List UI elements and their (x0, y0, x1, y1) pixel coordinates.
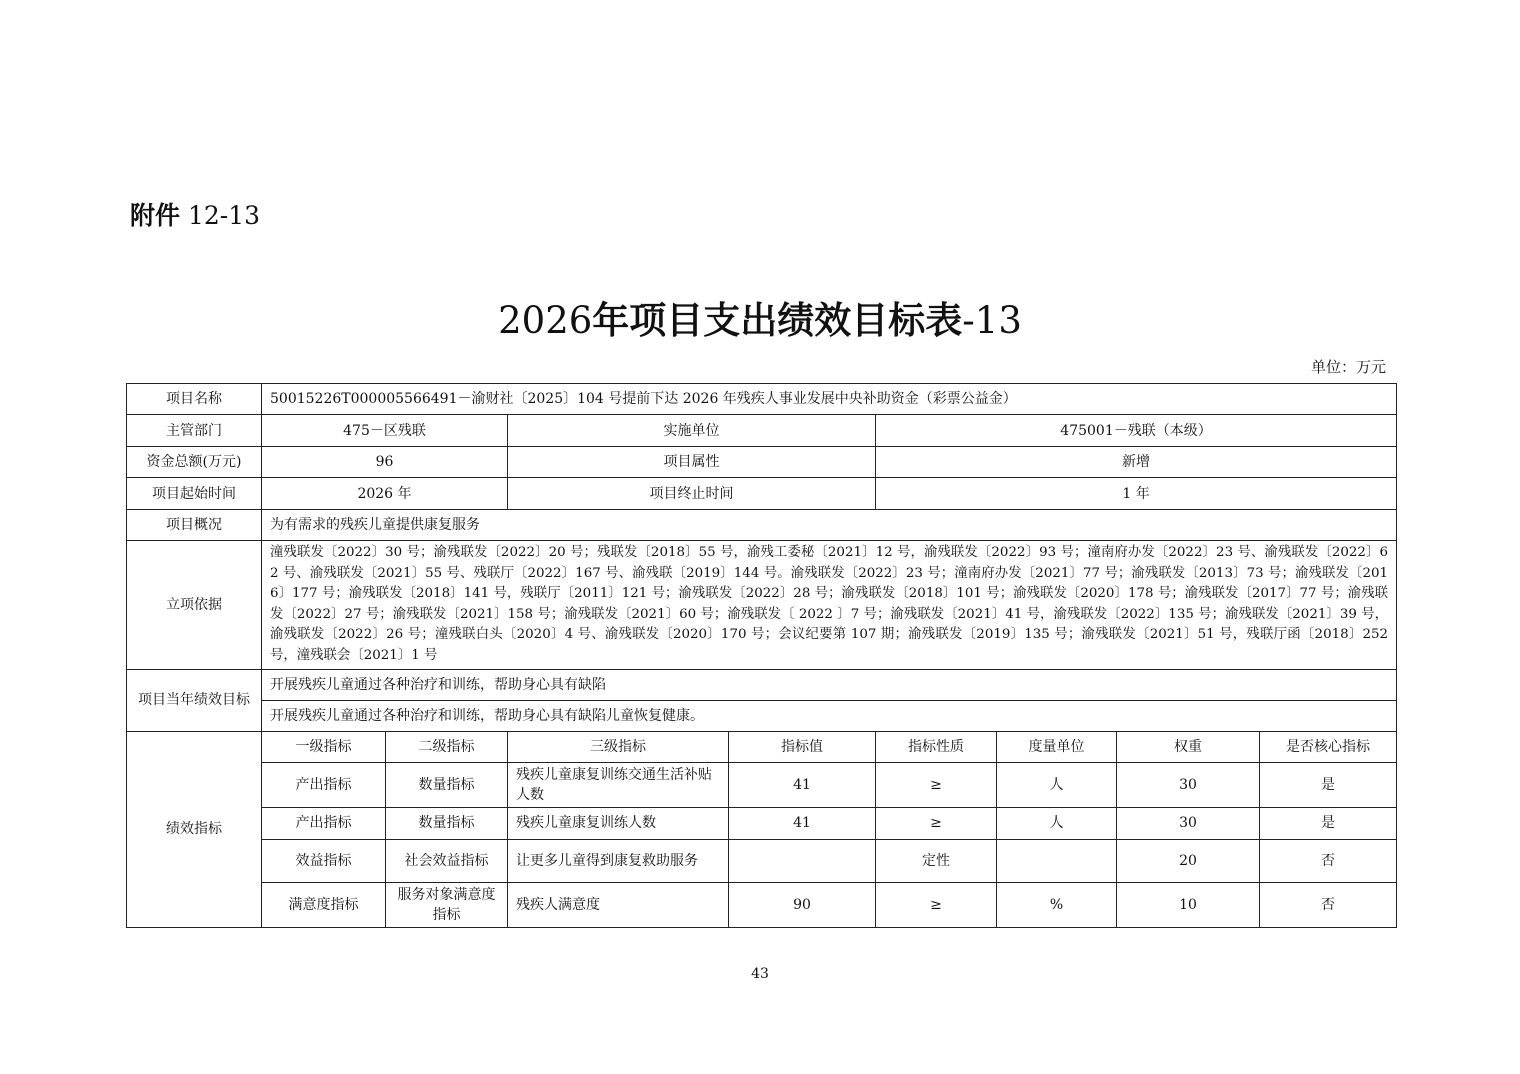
level2-cell: 服务对象满意度指标 (386, 882, 508, 927)
start-time-value: 2026 年 (262, 478, 508, 510)
row-time (127, 478, 1397, 510)
basis-value: 潼残联发〔2022〕30 号；渝残联发〔2022〕20 号；残联发〔2018〕55 号，渝残工委秘〔2021〕12 号，渝残联发〔2022〕93 号；潼南府办发〔2022〕23 号、渝残联发〔2022〕62 号、渝残联发〔2021〕55 号、残联厅〔2022〕167 号、渝残联〔2019〕144 号。渝残联发〔2022〕23 号；潼南府办发〔2021〕77 号；渝残联发〔2013〕73 号；渝残联发〔2016〕177 号；渝残联发〔2018〕141 号，残联厅〔2011〕121 号；渝残联发〔2022〕28 号；渝残联发〔2018〕101 号；渝残联发〔2020〕178 号；渝残联发〔2017〕77 号；渝残联发〔2022〕27 号；渝残联发〔2021〕158 号；渝残联发〔2021〕60 号；渝残联发〔 2022 〕7 号；渝残联发〔2021〕41 号，渝残联发〔2022〕135 号；渝残联发〔2021〕39 号，渝残联发〔2022〕26 号；潼残联白头〔2020〕4 号、渝残联发〔2020〕170 号；会议纪要第 107 期；渝残联发〔2019〕135 号；渝残联发〔2021〕51 号，残联厅函〔2018〕252 号，潼残联会〔2021〕1 号 (262, 541, 1397, 670)
performance-target-table (126, 383, 1397, 928)
header-level3: 三级指标 (508, 731, 729, 762)
level3-cell: 残疾儿童康复训练交通生活补贴人数 (508, 762, 729, 807)
header-level1: 一级指标 (262, 731, 386, 762)
unit-label: 单位：万元 (1310, 358, 1386, 376)
level1-cell: 产出指标 (262, 807, 386, 839)
header-nature: 指标性质 (876, 731, 997, 762)
table-row (127, 762, 1397, 807)
unit-cell: 人 (997, 762, 1117, 807)
nature-cell: 定性 (876, 839, 997, 882)
unit-cell: 人 (997, 807, 1117, 839)
core-cell: 否 (1260, 882, 1397, 927)
table-row (127, 882, 1397, 927)
end-time-value: 1 年 (876, 478, 1397, 510)
project-attribute-value: 新增 (876, 447, 1397, 478)
header-level2: 二级指标 (386, 731, 508, 762)
level2-cell: 数量指标 (386, 762, 508, 807)
unit-cell: % (997, 882, 1117, 927)
table-row (127, 807, 1397, 839)
level1-cell: 效益指标 (262, 839, 386, 882)
level1-cell: 满意度指标 (262, 882, 386, 927)
project-attribute-label: 项目属性 (508, 447, 876, 478)
overview-label: 项目概况 (127, 510, 262, 541)
row-department (127, 415, 1397, 447)
unit-cell (997, 839, 1117, 882)
nature-cell: ≥ (876, 882, 997, 927)
indicator-header-row (127, 731, 1397, 762)
table-row (127, 839, 1397, 882)
indicators-section-label: 绩效指标 (127, 731, 262, 927)
page-title (0, 296, 1520, 346)
row-project-name (127, 384, 1397, 415)
value-cell: 41 (729, 762, 876, 807)
annual-goal-value-1: 开展残疾儿童通过各种治疗和训练，帮助身心具有缺陷 (262, 669, 1397, 700)
title-year: 2026 (498, 299, 593, 342)
header-core: 是否核心指标 (1260, 731, 1397, 762)
level3-cell: 残疾人满意度 (508, 882, 729, 927)
level3-cell: 残疾儿童康复训练人数 (508, 807, 729, 839)
level2-cell: 数量指标 (386, 807, 508, 839)
total-fund-value: 96 (262, 447, 508, 478)
total-fund-label: 资金总额(万元) (127, 447, 262, 478)
page-number: 43 (751, 966, 769, 982)
core-cell: 是 (1260, 762, 1397, 807)
level3-cell: 让更多儿童得到康复救助服务 (508, 839, 729, 882)
nature-cell: ≥ (876, 762, 997, 807)
implementing-unit-label: 实施单位 (508, 415, 876, 447)
level2-cell: 社会效益指标 (386, 839, 508, 882)
department-label: 主管部门 (127, 415, 262, 447)
annual-goal-value-2: 开展残疾儿童通过各种治疗和训练，帮助身心具有缺陷儿童恢复健康。 (262, 700, 1397, 731)
row-goal-2 (127, 700, 1397, 731)
overview-value: 为有需求的残疾儿童提供康复服务 (262, 510, 1397, 541)
core-cell: 是 (1260, 807, 1397, 839)
header-value: 指标值 (729, 731, 876, 762)
row-goal-1 (127, 669, 1397, 700)
value-cell: 41 (729, 807, 876, 839)
row-overview (127, 510, 1397, 541)
core-cell: 否 (1260, 839, 1397, 882)
weight-cell: 10 (1117, 882, 1260, 927)
row-funding (127, 447, 1397, 478)
annual-goal-label: 项目当年绩效目标 (127, 669, 262, 731)
title-suffix: -13 (962, 299, 1022, 342)
weight-cell: 30 (1117, 762, 1260, 807)
level1-cell: 产出指标 (262, 762, 386, 807)
end-time-label: 项目终止时间 (508, 478, 876, 510)
project-name-value: 50015226T000005566491－渝财社〔2025〕104 号提前下达 2026 年残疾人事业发展中央补助资金（彩票公益金） (262, 384, 1397, 415)
title-text: 年项目支出绩效目标表 (592, 299, 963, 342)
weight-cell: 20 (1117, 839, 1260, 882)
project-name-label: 项目名称 (127, 384, 262, 415)
header-unit: 度量单位 (997, 731, 1117, 762)
department-value: 475－区残联 (262, 415, 508, 447)
start-time-label: 项目起始时间 (127, 478, 262, 510)
implementing-unit-value: 475001－残联（本级） (876, 415, 1397, 447)
value-cell: 90 (729, 882, 876, 927)
weight-cell: 30 (1117, 807, 1260, 839)
row-basis (127, 541, 1397, 670)
value-cell (729, 839, 876, 882)
nature-cell: ≥ (876, 807, 997, 839)
attachment-number: 12-13 (187, 201, 261, 230)
attachment-prefix: 附件 (130, 201, 181, 230)
basis-label: 立项依据 (127, 541, 262, 670)
attachment-label (130, 200, 260, 232)
header-weight: 权重 (1117, 731, 1260, 762)
